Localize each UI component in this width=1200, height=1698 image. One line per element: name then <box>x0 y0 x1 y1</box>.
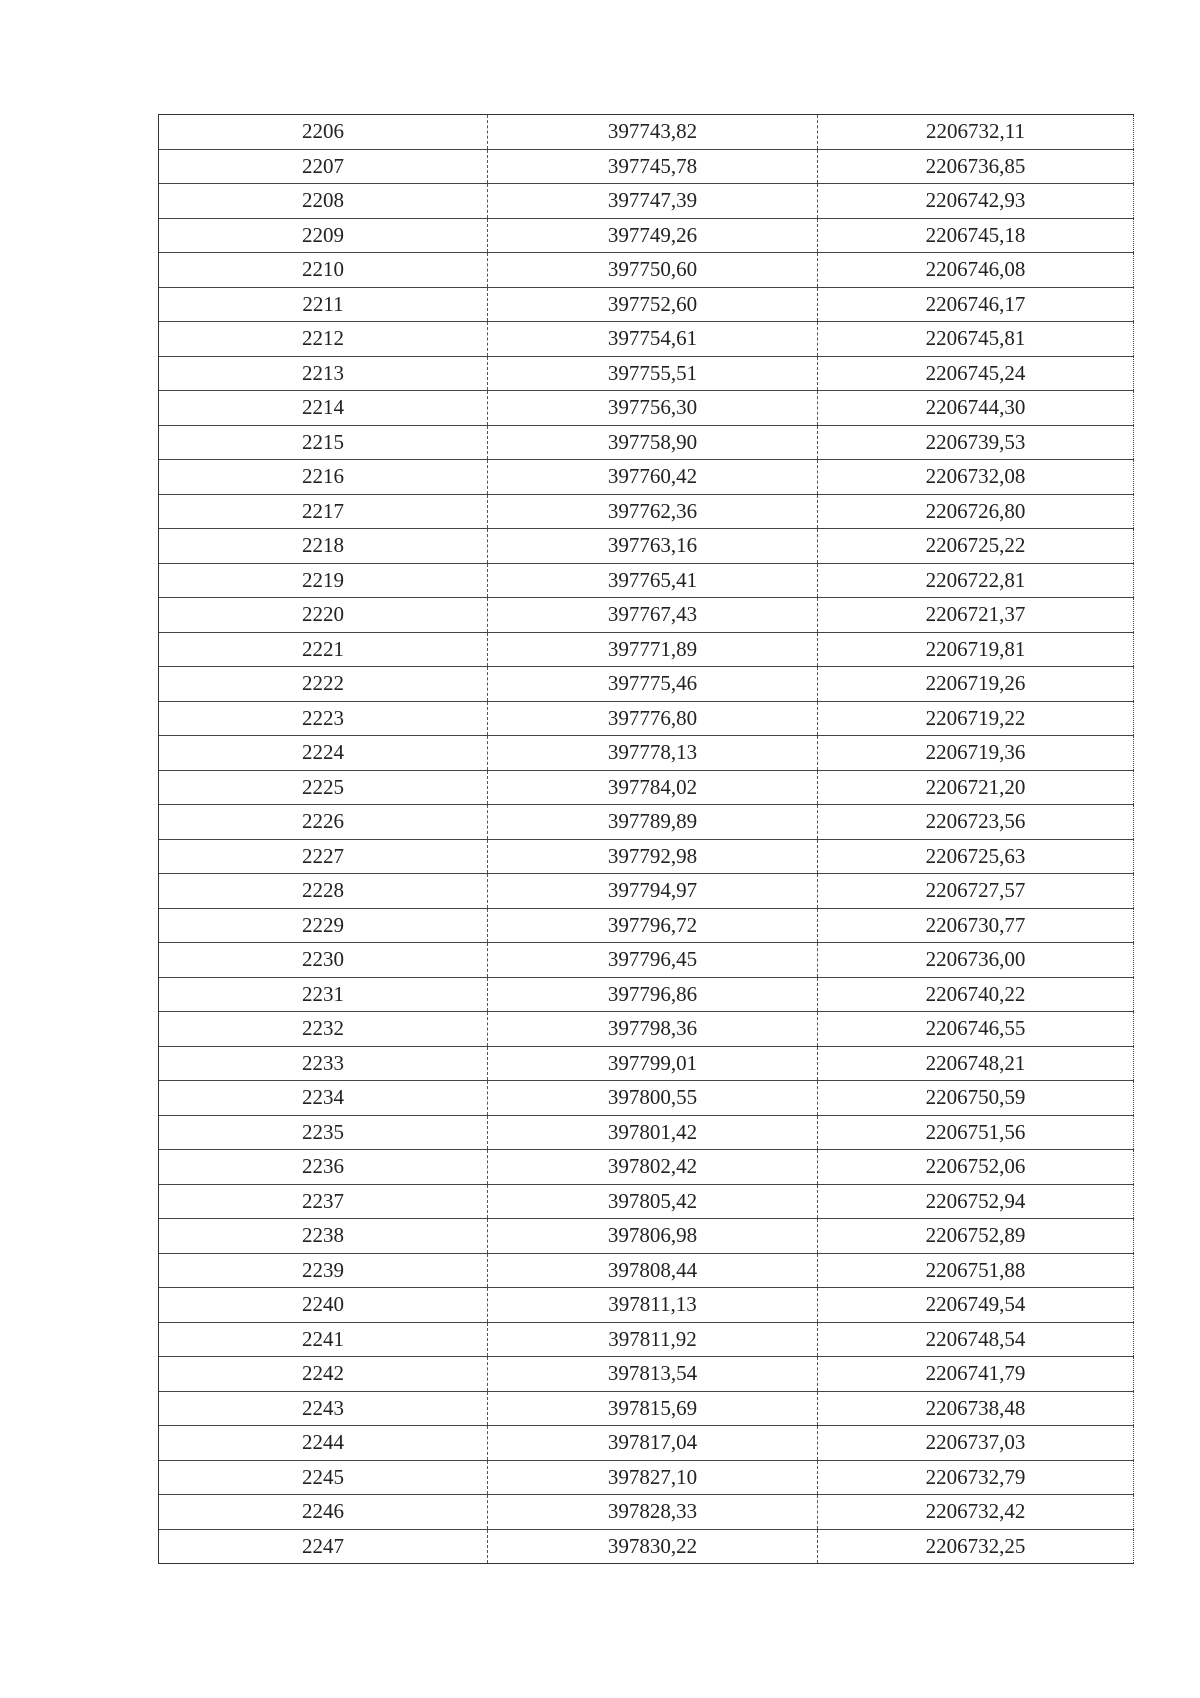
x-coordinate-cell: 397794,97 <box>488 874 818 909</box>
point-number-cell: 2215 <box>159 425 488 460</box>
x-coordinate-cell: 397763,16 <box>488 529 818 564</box>
y-coordinate-cell: 2206719,22 <box>818 701 1134 736</box>
y-coordinate-cell: 2206737,03 <box>818 1426 1134 1461</box>
x-coordinate-cell: 397776,80 <box>488 701 818 736</box>
y-coordinate-cell: 2206745,81 <box>818 322 1134 357</box>
point-number-cell: 2239 <box>159 1253 488 1288</box>
point-number-cell: 2240 <box>159 1288 488 1323</box>
x-coordinate-cell: 397765,41 <box>488 563 818 598</box>
y-coordinate-cell: 2206744,30 <box>818 391 1134 426</box>
y-coordinate-cell: 2206749,54 <box>818 1288 1134 1323</box>
x-coordinate-cell: 397752,60 <box>488 287 818 322</box>
table-row <box>159 115 1134 150</box>
point-number-cell: 2212 <box>159 322 488 357</box>
y-coordinate-cell: 2206721,20 <box>818 770 1134 805</box>
x-coordinate-cell: 397813,54 <box>488 1357 818 1392</box>
point-number-cell: 2214 <box>159 391 488 426</box>
table-row <box>159 1322 1134 1357</box>
y-coordinate-cell: 2206719,26 <box>818 667 1134 702</box>
x-coordinate-cell: 397800,55 <box>488 1081 818 1116</box>
table-row <box>159 1081 1134 1116</box>
point-number-cell: 2238 <box>159 1219 488 1254</box>
table-row <box>159 529 1134 564</box>
x-coordinate-cell: 397808,44 <box>488 1253 818 1288</box>
table-row <box>159 598 1134 633</box>
point-number-cell: 2229 <box>159 908 488 943</box>
table-row <box>159 1426 1134 1461</box>
x-coordinate-cell: 397750,60 <box>488 253 818 288</box>
table-row <box>159 1288 1134 1323</box>
point-number-cell: 2234 <box>159 1081 488 1116</box>
table-row <box>159 1460 1134 1495</box>
table-row <box>159 1184 1134 1219</box>
x-coordinate-cell: 397747,39 <box>488 184 818 219</box>
table-row <box>159 1219 1134 1254</box>
x-coordinate-cell: 397801,42 <box>488 1115 818 1150</box>
table-row <box>159 563 1134 598</box>
y-coordinate-cell: 2206748,21 <box>818 1046 1134 1081</box>
y-coordinate-cell: 2206732,25 <box>818 1529 1134 1564</box>
point-number-cell: 2232 <box>159 1012 488 1047</box>
y-coordinate-cell: 2206732,79 <box>818 1460 1134 1495</box>
point-number-cell: 2241 <box>159 1322 488 1357</box>
table-row <box>159 1357 1134 1392</box>
y-coordinate-cell: 2206738,48 <box>818 1391 1134 1426</box>
x-coordinate-cell: 397760,42 <box>488 460 818 495</box>
x-coordinate-cell: 397811,13 <box>488 1288 818 1323</box>
table-row <box>159 943 1134 978</box>
table-row <box>159 425 1134 460</box>
point-number-cell: 2225 <box>159 770 488 805</box>
point-number-cell: 2247 <box>159 1529 488 1564</box>
point-number-cell: 2244 <box>159 1426 488 1461</box>
y-coordinate-cell: 2206739,53 <box>818 425 1134 460</box>
y-coordinate-cell: 2206722,81 <box>818 563 1134 598</box>
point-number-cell: 2242 <box>159 1357 488 1392</box>
x-coordinate-cell: 397830,22 <box>488 1529 818 1564</box>
table-row <box>159 218 1134 253</box>
y-coordinate-cell: 2206736,85 <box>818 149 1134 184</box>
y-coordinate-cell: 2206752,89 <box>818 1219 1134 1254</box>
point-number-cell: 2208 <box>159 184 488 219</box>
point-number-cell: 2210 <box>159 253 488 288</box>
y-coordinate-cell: 2206750,59 <box>818 1081 1134 1116</box>
y-coordinate-cell: 2206746,55 <box>818 1012 1134 1047</box>
y-coordinate-cell: 2206725,63 <box>818 839 1134 874</box>
x-coordinate-cell: 397796,72 <box>488 908 818 943</box>
x-coordinate-cell: 397817,04 <box>488 1426 818 1461</box>
y-coordinate-cell: 2206752,94 <box>818 1184 1134 1219</box>
point-number-cell: 2222 <box>159 667 488 702</box>
x-coordinate-cell: 397743,82 <box>488 115 818 150</box>
x-coordinate-cell: 397798,36 <box>488 1012 818 1047</box>
table-row <box>159 460 1134 495</box>
table-row <box>159 356 1134 391</box>
coordinates-table <box>158 114 1134 1564</box>
x-coordinate-cell: 397802,42 <box>488 1150 818 1185</box>
x-coordinate-cell: 397796,45 <box>488 943 818 978</box>
point-number-cell: 2220 <box>159 598 488 633</box>
x-coordinate-cell: 397784,02 <box>488 770 818 805</box>
x-coordinate-cell: 397805,42 <box>488 1184 818 1219</box>
y-coordinate-cell: 2206732,42 <box>818 1495 1134 1530</box>
x-coordinate-cell: 397775,46 <box>488 667 818 702</box>
table-row <box>159 770 1134 805</box>
y-coordinate-cell: 2206745,24 <box>818 356 1134 391</box>
point-number-cell: 2235 <box>159 1115 488 1150</box>
point-number-cell: 2216 <box>159 460 488 495</box>
x-coordinate-cell: 397749,26 <box>488 218 818 253</box>
table-row <box>159 149 1134 184</box>
y-coordinate-cell: 2206732,11 <box>818 115 1134 150</box>
point-number-cell: 2243 <box>159 1391 488 1426</box>
x-coordinate-cell: 397754,61 <box>488 322 818 357</box>
y-coordinate-cell: 2206732,08 <box>818 460 1134 495</box>
point-number-cell: 2211 <box>159 287 488 322</box>
y-coordinate-cell: 2206725,22 <box>818 529 1134 564</box>
y-coordinate-cell: 2206741,79 <box>818 1357 1134 1392</box>
x-coordinate-cell: 397771,89 <box>488 632 818 667</box>
table-row <box>159 1495 1134 1530</box>
y-coordinate-cell: 2206748,54 <box>818 1322 1134 1357</box>
y-coordinate-cell: 2206736,00 <box>818 943 1134 978</box>
table-row <box>159 1253 1134 1288</box>
point-number-cell: 2231 <box>159 977 488 1012</box>
point-number-cell: 2213 <box>159 356 488 391</box>
point-number-cell: 2218 <box>159 529 488 564</box>
y-coordinate-cell: 2206721,37 <box>818 598 1134 633</box>
y-coordinate-cell: 2206726,80 <box>818 494 1134 529</box>
x-coordinate-cell: 397767,43 <box>488 598 818 633</box>
point-number-cell: 2228 <box>159 874 488 909</box>
table-row <box>159 805 1134 840</box>
x-coordinate-cell: 397796,86 <box>488 977 818 1012</box>
table-row <box>159 667 1134 702</box>
point-number-cell: 2230 <box>159 943 488 978</box>
table-row <box>159 391 1134 426</box>
table-row <box>159 1529 1134 1564</box>
x-coordinate-cell: 397758,90 <box>488 425 818 460</box>
point-number-cell: 2236 <box>159 1150 488 1185</box>
point-number-cell: 2209 <box>159 218 488 253</box>
y-coordinate-cell: 2206719,81 <box>818 632 1134 667</box>
point-number-cell: 2246 <box>159 1495 488 1530</box>
y-coordinate-cell: 2206730,77 <box>818 908 1134 943</box>
point-number-cell: 2207 <box>159 149 488 184</box>
y-coordinate-cell: 2206746,08 <box>818 253 1134 288</box>
table-row <box>159 253 1134 288</box>
x-coordinate-cell: 397789,89 <box>488 805 818 840</box>
table-row <box>159 1012 1134 1047</box>
table-row <box>159 184 1134 219</box>
table-row <box>159 839 1134 874</box>
y-coordinate-cell: 2206719,36 <box>818 736 1134 771</box>
table-row <box>159 1046 1134 1081</box>
x-coordinate-cell: 397778,13 <box>488 736 818 771</box>
x-coordinate-cell: 397755,51 <box>488 356 818 391</box>
point-number-cell: 2219 <box>159 563 488 598</box>
y-coordinate-cell: 2206746,17 <box>818 287 1134 322</box>
table-row <box>159 1150 1134 1185</box>
x-coordinate-cell: 397815,69 <box>488 1391 818 1426</box>
point-number-cell: 2227 <box>159 839 488 874</box>
x-coordinate-cell: 397762,36 <box>488 494 818 529</box>
y-coordinate-cell: 2206751,88 <box>818 1253 1134 1288</box>
y-coordinate-cell: 2206740,22 <box>818 977 1134 1012</box>
point-number-cell: 2221 <box>159 632 488 667</box>
y-coordinate-cell: 2206742,93 <box>818 184 1134 219</box>
y-coordinate-cell: 2206727,57 <box>818 874 1134 909</box>
x-coordinate-cell: 397756,30 <box>488 391 818 426</box>
y-coordinate-cell: 2206752,06 <box>818 1150 1134 1185</box>
point-number-cell: 2226 <box>159 805 488 840</box>
table-row <box>159 322 1134 357</box>
table-row <box>159 1391 1134 1426</box>
table-row <box>159 287 1134 322</box>
x-coordinate-cell: 397811,92 <box>488 1322 818 1357</box>
y-coordinate-cell: 2206751,56 <box>818 1115 1134 1150</box>
point-number-cell: 2233 <box>159 1046 488 1081</box>
point-number-cell: 2217 <box>159 494 488 529</box>
x-coordinate-cell: 397792,98 <box>488 839 818 874</box>
y-coordinate-cell: 2206723,56 <box>818 805 1134 840</box>
table-body <box>159 115 1134 1564</box>
table-row <box>159 701 1134 736</box>
point-number-cell: 2224 <box>159 736 488 771</box>
table-row <box>159 874 1134 909</box>
table-row <box>159 736 1134 771</box>
point-number-cell: 2245 <box>159 1460 488 1495</box>
point-number-cell: 2223 <box>159 701 488 736</box>
x-coordinate-cell: 397827,10 <box>488 1460 818 1495</box>
table-row <box>159 977 1134 1012</box>
table-row <box>159 908 1134 943</box>
y-coordinate-cell: 2206745,18 <box>818 218 1134 253</box>
x-coordinate-cell: 397745,78 <box>488 149 818 184</box>
point-number-cell: 2206 <box>159 115 488 150</box>
point-number-cell: 2237 <box>159 1184 488 1219</box>
table-row <box>159 494 1134 529</box>
x-coordinate-cell: 397806,98 <box>488 1219 818 1254</box>
x-coordinate-cell: 397799,01 <box>488 1046 818 1081</box>
table-row <box>159 1115 1134 1150</box>
table-row <box>159 632 1134 667</box>
x-coordinate-cell: 397828,33 <box>488 1495 818 1530</box>
